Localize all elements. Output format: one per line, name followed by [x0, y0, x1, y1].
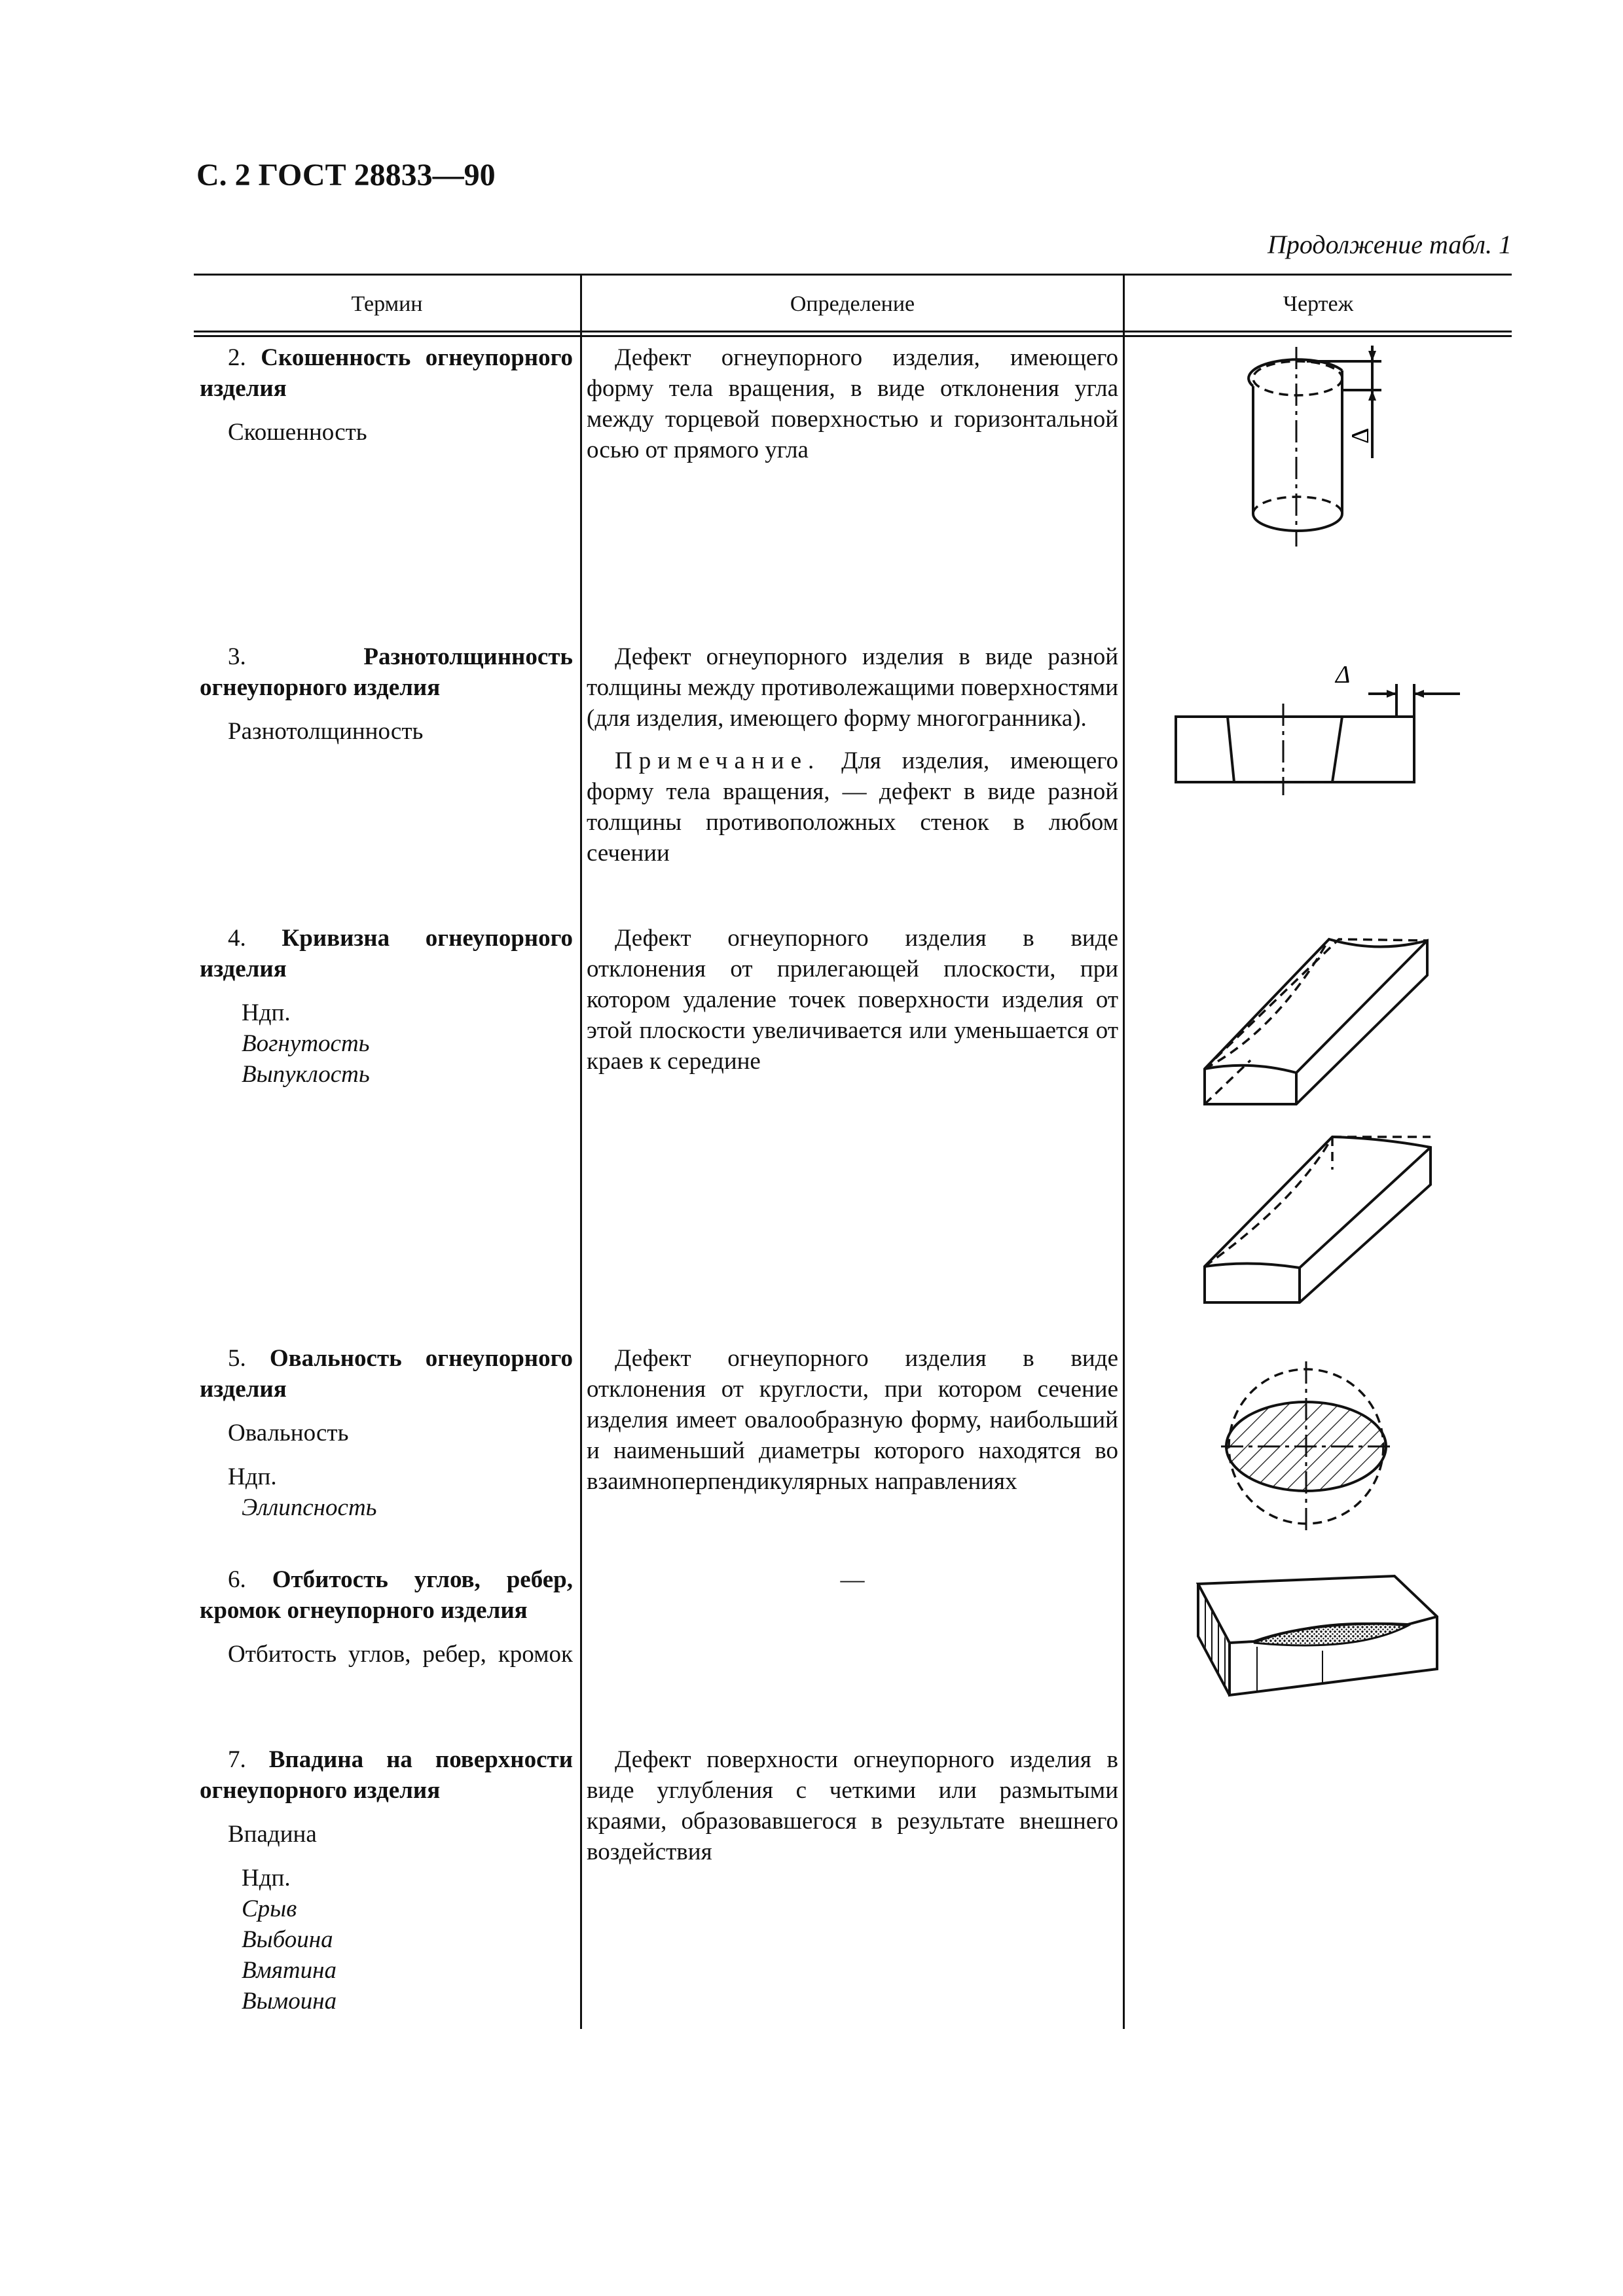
table-top-rule [194, 274, 1512, 276]
ndp-term: Вогнутость [242, 1030, 370, 1057]
note-label: Примечание. [615, 747, 821, 774]
term-name: Впадина на поверхности огнеупорного изделия [200, 1746, 574, 1804]
definition-text: Дефект огнеупорного изделия в виде отклонения от круглости, при котором сечение изделия имеет овалообразную форму, наибольший и наименьший диаметры которого находятся во взаимноперпендикулярных направлениях [587, 1345, 1118, 1495]
definition-note [587, 745, 1118, 869]
ndp-label: Ндп. [242, 999, 291, 1026]
ndp-label: Ндп. [242, 1865, 291, 1892]
delta-label: Δ [1336, 661, 1351, 689]
ndp-term: Вмятина [242, 1957, 337, 1984]
ndp-term: Выпуклость [242, 1061, 370, 1088]
curved-brick-drawings [1198, 926, 1447, 1312]
definition-cell-2 [587, 342, 1118, 465]
ndp-label: Ндп. [228, 1463, 277, 1490]
term-name: Кривизна огнеупорного изделия [200, 925, 573, 982]
page-reference: С. 2 ГОСТ 28833—90 [196, 158, 496, 192]
term-cell-7 [200, 1744, 573, 2017]
term-number: 4. [228, 925, 246, 952]
column-header-term: Термин [351, 292, 423, 316]
term-number: 5. [228, 1345, 246, 1372]
ndp-term: Выбоина [242, 1926, 333, 1953]
term-number: 7. [228, 1746, 246, 1773]
term-name: Скошенность огнеупорного изделия [200, 344, 573, 402]
definition-text: — [840, 1566, 865, 1593]
definition-cell-5 [587, 1343, 1118, 1497]
term-cell-6 [200, 1564, 573, 1670]
definition-cell-6 [587, 1564, 1118, 1595]
column-divider-1 [580, 274, 582, 2029]
term-short-form: Скошенность [228, 419, 367, 446]
term-short-form: Разнотолщинность [228, 718, 424, 745]
note-text: Для изделия, имеющего форму тела вращения, — дефект в виде разной толщины противоположных стенок в любом сечении [587, 747, 1119, 867]
wall-thickness-section-drawing [1172, 658, 1473, 808]
ndp-term: Вымоина [242, 1988, 337, 2015]
term-name: Отбитость углов, ребер, кромок огнеупорного изделия [200, 1566, 573, 1624]
term-short-form: Отбитость углов, ребер, кромок [228, 1641, 573, 1668]
definition-text: Дефект огнеупорного изделия в виде разной толщины между противолежащими поверхностями (для изделия, имеющего форму многогранника). [587, 643, 1119, 732]
term-short-form: Впадина [228, 1821, 317, 1848]
definition-cell-7 [587, 1744, 1118, 1867]
definition-cell-4 [587, 923, 1118, 1077]
definition-text: Дефект поверхности огнеупорного изделия в виде углубления с четкими или размытыми краями, образовавшегося в результате внешнего воздействия [587, 1746, 1118, 1865]
term-short-form: Овальность [228, 1420, 349, 1446]
term-number: 6. [228, 1566, 246, 1593]
term-name: Овальность огнеупорного изделия [200, 1345, 574, 1403]
table-header-rule [194, 331, 1512, 332]
term-cell-2 [200, 342, 573, 448]
column-header-definition: Определение [790, 292, 915, 316]
delta-label: Δ [1347, 427, 1374, 444]
definition-text: Дефект огнеупорного изделия, имеющего форму тела вращения, в виде отклонения угла между торцевой поверхностью и горизонтальной осью от прямого угла [587, 344, 1118, 463]
cylinder-skew-drawing [1244, 340, 1414, 556]
term-name: Разнотолщинность огнеупорного изделия [200, 643, 573, 701]
definition-text: Дефект огнеупорного изделия в виде отклонения от прилегающей плоскости, при котором удаление точек поверхности изделия от этой плоскости увеличивается или уменьшается от краев к середине [587, 925, 1118, 1075]
table-continuation-label: Продолжение табл. 1 [1267, 230, 1512, 259]
column-header-drawing: Чертеж [1283, 292, 1354, 316]
column-divider-2 [1123, 274, 1125, 2029]
term-cell-3 [200, 641, 573, 747]
oval-section-drawing [1218, 1358, 1395, 1535]
ndp-term: Эллипсность [242, 1494, 377, 1521]
ndp-term: Срыв [242, 1895, 297, 1922]
chipped-edge-drawing [1192, 1571, 1447, 1708]
term-cell-5 [200, 1343, 573, 1523]
term-cell-4 [200, 923, 573, 1090]
definition-cell-3 [587, 641, 1118, 869]
term-number: 3. [228, 643, 246, 670]
term-number: 2. [228, 344, 246, 371]
table-header-rule-double [194, 335, 1512, 337]
